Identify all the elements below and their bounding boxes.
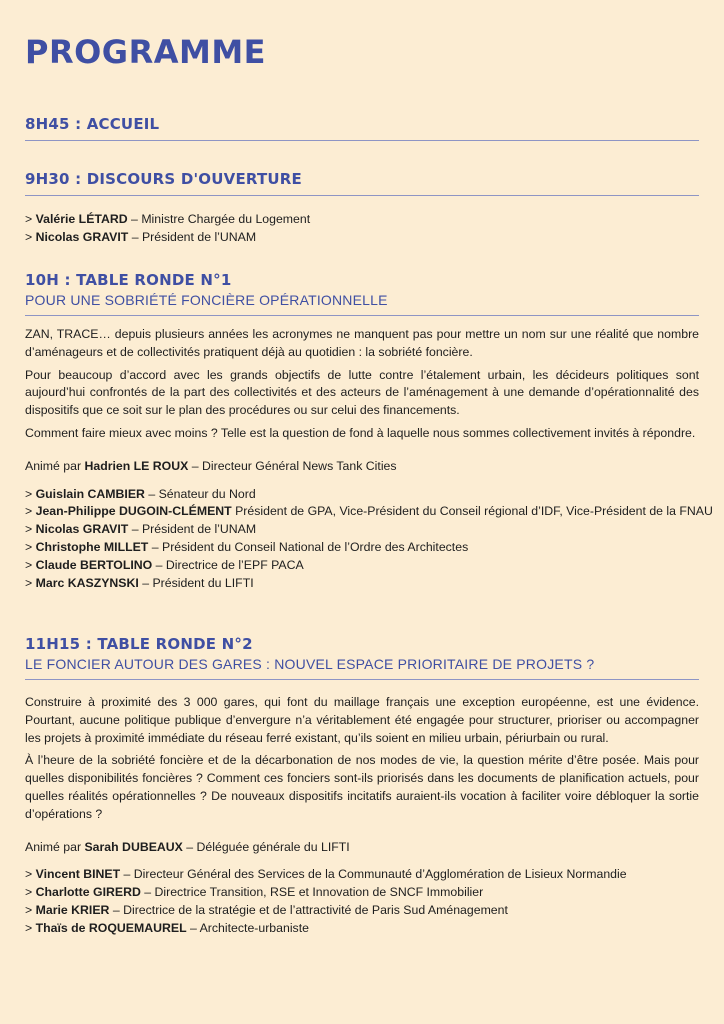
- list-marker: >: [25, 522, 36, 537]
- section-divider: [25, 140, 699, 141]
- list-marker: >: [25, 920, 36, 935]
- speaker-name: Marie KRIER: [35, 902, 110, 917]
- section-table-ronde-1: [25, 270, 713, 592]
- speaker-role: – Président de l’UNAM: [128, 229, 257, 244]
- speaker-item: [25, 539, 699, 557]
- speaker-name: Nicolas GRAVIT: [35, 229, 129, 244]
- speaker-list: [25, 486, 713, 593]
- speaker-name: Charlotte GIRERD: [35, 885, 141, 900]
- list-marker: >: [25, 557, 36, 572]
- speaker-item: [25, 486, 699, 504]
- speaker-item: [25, 575, 699, 593]
- speaker-name: Christophe MILLET: [35, 539, 149, 554]
- section-heading: 8H45 : ACCUEIL: [25, 115, 160, 133]
- speaker-item: [25, 521, 699, 539]
- moderator-name: Hadrien LE ROUX: [84, 458, 189, 473]
- speaker-list: [25, 211, 699, 247]
- speaker-name: Guislain CAMBIER: [35, 486, 145, 501]
- list-marker: >: [25, 885, 36, 900]
- moderator-role: – Déléguée générale du LIFTI: [182, 839, 350, 854]
- section-divider: [25, 315, 699, 316]
- speaker-name: Nicolas GRAVIT: [35, 522, 129, 537]
- section-divider: [25, 679, 699, 680]
- section-heading: 10H : TABLE RONDE N°1: [25, 271, 232, 289]
- page-title: PROGRAMME: [25, 33, 267, 71]
- speaker-role: – Directeur Général des Services de la Communauté d’Agglomération de Lisieux Normandie: [120, 867, 627, 882]
- speaker-item: [25, 866, 699, 884]
- speaker-role: – Président du Conseil National de l’Ordre des Architectes: [148, 539, 469, 554]
- list-marker: >: [25, 539, 36, 554]
- moderator-name: Sarah DUBEAUX: [84, 839, 183, 854]
- list-marker: >: [25, 229, 36, 244]
- section-discours: [25, 169, 699, 247]
- speaker-item: [25, 503, 713, 521]
- list-marker: >: [25, 486, 36, 501]
- speaker-item: [25, 920, 699, 938]
- speaker-role: – Directrice de la stratégie et de l’attractivité de Paris Sud Aménagement: [109, 902, 508, 917]
- moderator-role: – Directeur Général News Tank Cities: [188, 458, 397, 473]
- section-subheading: POUR UNE SOBRIÉTÉ FONCIÈRE OPÉRATIONNELLE: [25, 292, 388, 308]
- speaker-item: [25, 229, 699, 247]
- speaker-role: – Directrice de l’EPF PACA: [152, 557, 304, 572]
- list-marker: >: [25, 902, 36, 917]
- section-divider: [25, 195, 699, 196]
- list-marker: >: [25, 867, 36, 882]
- speaker-role: – Sénateur du Nord: [144, 486, 256, 501]
- speaker-role: – Ministre Chargée du Logement: [127, 212, 311, 226]
- moderator-prefix: Animé par: [25, 839, 85, 854]
- moderator-line: [25, 458, 699, 476]
- speaker-item: [25, 902, 699, 920]
- paragraph: À l’heure de la sobriété foncière et de la décarbonation de nos modes de vie, la question mérite d’être posée. Mais pour quelles disponibilités foncières ? Comment ces fonciers sont-ils priorisés dans les documents de planification actuels, pour quelles réalités opérationnelles ? De nouveaux dispositifs incitatifs auraient-ils vocation à faciliter voire débloquer la sortie d’opérations ?: [25, 753, 699, 821]
- speaker-item: [25, 211, 699, 229]
- speaker-role: – Président du LIFTI: [138, 575, 254, 590]
- speaker-role: – Directrice Transition, RSE et Innovation de SNCF Immobilier: [140, 885, 484, 900]
- paragraph: Pour beaucoup d’accord avec les grands objectifs de lutte contre l’étalement urbain, les décideurs politiques sont aujourd’hui confrontés de la part des collectivités et des acteurs de l’aménagement à une demande d’opérationnalité des dispositifs que ce soit sur le plan des procédures ou sur celui des financements.: [25, 367, 699, 418]
- speaker-item: [25, 557, 699, 575]
- section-heading: 9H30 : DISCOURS D'OUVERTURE: [25, 170, 302, 188]
- moderator-prefix: Animé par: [25, 458, 85, 473]
- section-table-ronde-2: [25, 634, 699, 938]
- speaker-item: [25, 884, 699, 902]
- moderator-line: [25, 839, 699, 857]
- speaker-list: [25, 866, 699, 937]
- speaker-name: Jean-Philippe DUGOIN-CLÉMENT: [35, 504, 232, 519]
- list-marker: >: [25, 575, 36, 590]
- speaker-role: – Président de l’UNAM: [128, 522, 257, 537]
- list-marker: >: [25, 212, 36, 226]
- paragraph: Construire à proximité des 3 000 gares, qui font du maillage français une exception européenne, est une évidence. Pourtant, aucune politique publique d’envergure n’a véritablement été engagée pour structurer, prioriser ou accompagner les projets à proximité immédiate du réseau ferré existant, qu’ils soient en milieu urbain, périurbain ou rural.: [25, 695, 699, 745]
- speaker-name: Marc KASZYNSKI: [35, 575, 139, 590]
- paragraph: Comment faire mieux avec moins ? Telle est la question de fond à laquelle nous sommes collectivement invités à répondre.: [25, 425, 696, 440]
- speaker-name: Valérie LÉTARD: [35, 212, 128, 226]
- speaker-role: Président de GPA, Vice-Président du Conseil régional d’IDF, Vice-Président de la FNAU: [231, 504, 713, 519]
- list-marker: >: [25, 504, 36, 519]
- section-heading: 11H15 : TABLE RONDE N°2: [25, 635, 253, 653]
- speaker-name: Vincent BINET: [35, 867, 121, 882]
- section-accueil: [25, 114, 699, 141]
- section-subheading: LE FONCIER AUTOUR DES GARES : NOUVEL ESPACE PRIORITAIRE DE PROJETS ?: [25, 656, 595, 672]
- speaker-name: Claude BERTOLINO: [35, 557, 153, 572]
- paragraph: ZAN, TRACE… depuis plusieurs années les acronymes ne manquent pas pour mettre un nom sur une réalité que nombre d’aménageurs et de collectivités pratiquent déjà au quotidien : la sobriété foncière.: [25, 327, 699, 359]
- speaker-name: Thaïs de ROQUEMAUREL: [35, 920, 187, 935]
- speaker-role: – Architecte-urbaniste: [186, 920, 309, 935]
